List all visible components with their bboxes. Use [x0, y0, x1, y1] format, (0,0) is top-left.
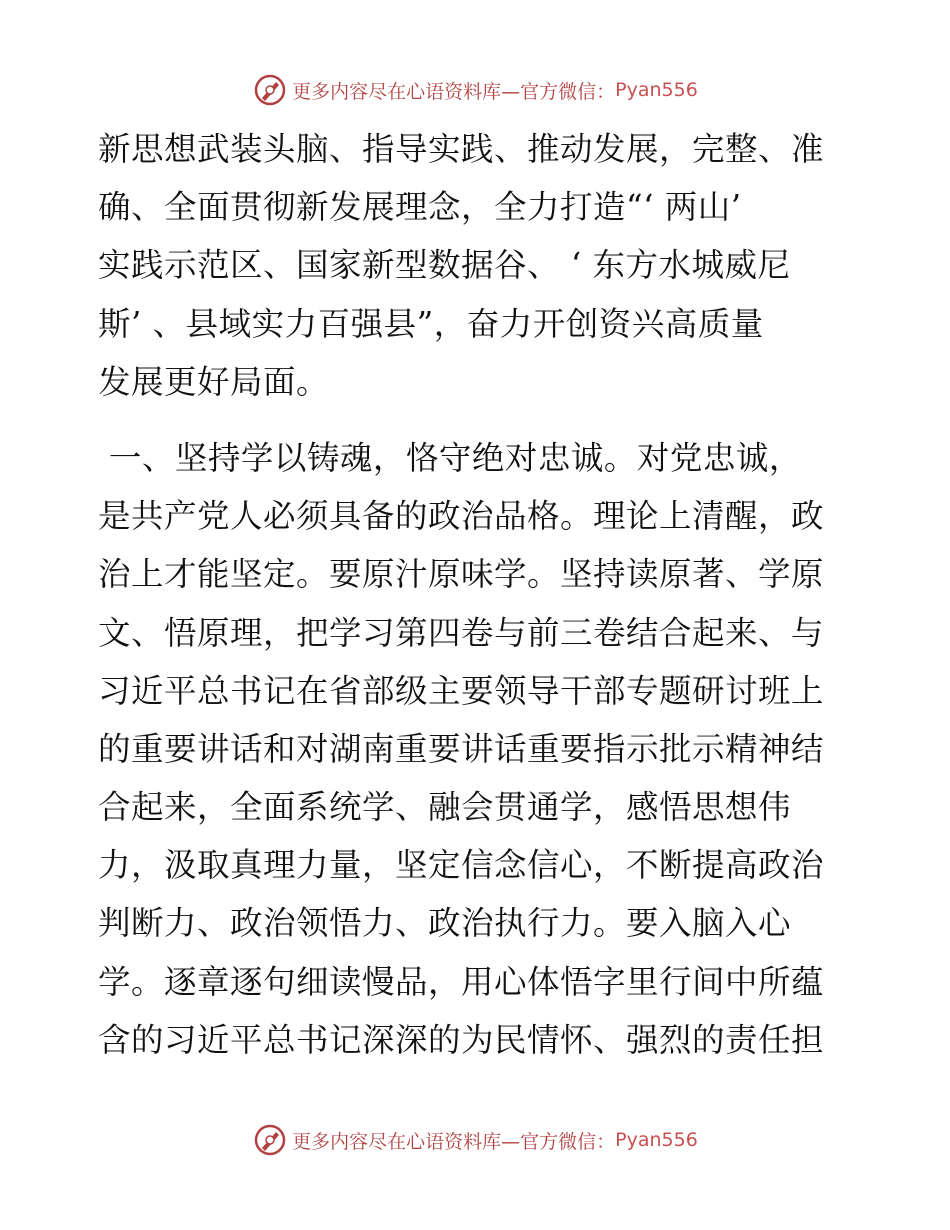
watermark-text: 更多内容尽在心语资料库—官方微信：: [292, 1130, 616, 1153]
text-line: 是共产党人必须具备的政治品格。理论上清醒，政: [98, 497, 825, 536]
text-line: 一、坚持学以铸魂，恪守绝对忠诚。对党忠诚，: [98, 438, 802, 477]
header-watermark: [0, 70, 950, 110]
text-line: 实践示范区、国家新型数据谷、 ‘ 东方水城威尼: [98, 246, 791, 285]
watermark-handle: Pyan556: [615, 1129, 698, 1151]
text-line: 治上才能坚定。要原汁原味学。坚持读原著、学原: [98, 555, 825, 594]
text-line: 合起来，全面系统学、融会贯通学，感悟思想伟: [98, 788, 792, 827]
text-line: 发展更好局面。: [98, 362, 330, 401]
pen-circle-icon: [252, 1122, 288, 1158]
text-line: 习近平总书记在省部级主要领导干部专题研讨班上: [98, 671, 825, 710]
document-body: [98, 120, 858, 1069]
footer-watermark: [0, 1120, 950, 1160]
text-line: 含的习近平总书记深深的为民情怀、强烈的责任担: [98, 1020, 825, 1059]
text-line: 确、全面贯彻新发展理念，全力打造“‘ 两山’: [98, 188, 742, 227]
watermark-text: 更多内容尽在心语资料库—官方微信：: [292, 80, 616, 103]
pen-circle-icon: [252, 72, 288, 108]
text-line: 新思想武装头脑、指导实践、推动发展，完整、准: [98, 130, 825, 168]
text-line: 判断力、政治领悟力、政治执行力。要入脑入心: [98, 904, 792, 943]
text-line: 的重要讲话和对湖南重要讲话重要指示批示精神结: [98, 729, 825, 768]
text-line: 文、悟原理，把学习第四卷与前三卷结合起来、与: [98, 613, 825, 652]
text-line: 力，汲取真理力量，坚定信念信心，不断提高政治: [98, 846, 825, 885]
text-line: 学。逐章逐句细读慢品，用心体悟字里行间中所蕴: [98, 962, 825, 1001]
watermark-handle: Pyan556: [615, 79, 698, 101]
paragraph-1: [98, 120, 858, 411]
paragraph-2: [98, 429, 858, 1069]
text-line: 斯’ 、县域实力百强县”，奋力开创资兴高质量: [98, 304, 764, 343]
